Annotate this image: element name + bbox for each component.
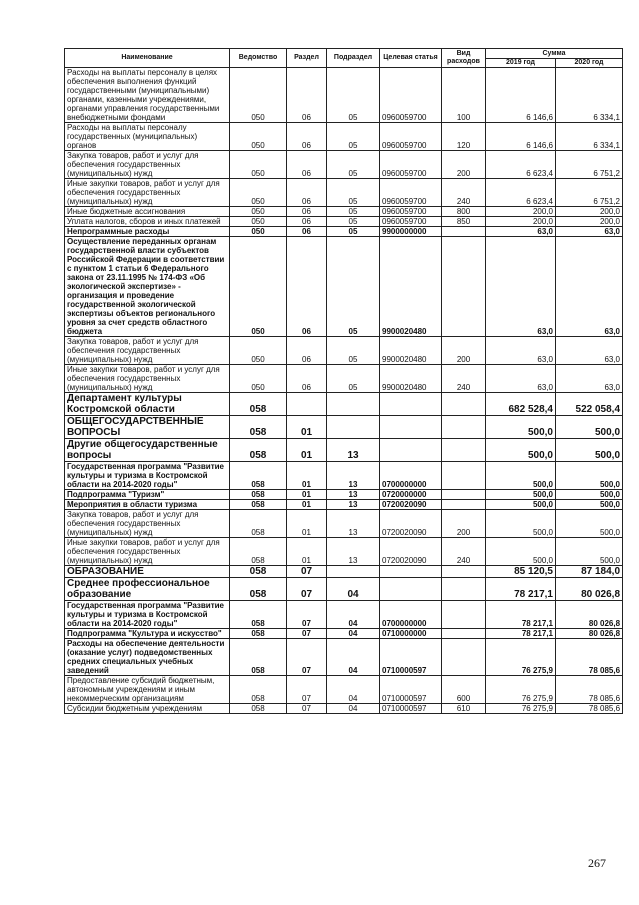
cell-department: 058 — [230, 462, 287, 490]
cell-name: Закупка товаров, работ и услуг для обеспечения государственных (муниципальных) нужд — [65, 151, 230, 179]
cell-sum-2020: 6 334,1 — [556, 68, 623, 123]
cell-sum-2019: 6 146,6 — [486, 68, 556, 123]
cell-sum-2020: 78 085,6 — [556, 676, 623, 704]
cell-section: 06 — [287, 123, 327, 151]
cell-expense-type — [442, 393, 486, 416]
cell-sum-2019: 6 146,6 — [486, 123, 556, 151]
cell-sum-2019: 85 120,5 — [486, 566, 556, 578]
table-row — [65, 566, 623, 578]
cell-sum-2019: 78 217,1 — [486, 578, 556, 601]
header-name: Наименование — [65, 49, 230, 68]
cell-expense-type — [442, 500, 486, 510]
cell-target-article — [380, 566, 442, 578]
cell-department: 058 — [230, 393, 287, 416]
cell-section: 01 — [287, 462, 327, 490]
cell-sum-2019: 500,0 — [486, 510, 556, 538]
table-row — [65, 237, 623, 337]
cell-subsection: 13 — [327, 510, 380, 538]
cell-name: ОБЩЕГОСУДАРСТВЕННЫЕ ВОПРОСЫ — [65, 416, 230, 439]
cell-sum-2020: 63,0 — [556, 337, 623, 365]
table-row — [65, 416, 623, 439]
cell-department: 050 — [230, 151, 287, 179]
cell-target-article: 0960059700 — [380, 217, 442, 227]
cell-section: 01 — [287, 538, 327, 566]
cell-expense-type: 800 — [442, 207, 486, 217]
cell-subsection: 04 — [327, 601, 380, 629]
cell-target-article — [380, 439, 442, 462]
cell-expense-type — [442, 490, 486, 500]
cell-department: 050 — [230, 227, 287, 237]
cell-section: 06 — [287, 227, 327, 237]
cell-department: 050 — [230, 68, 287, 123]
cell-subsection — [327, 566, 380, 578]
cell-section: 01 — [287, 439, 327, 462]
cell-name: Субсидии бюджетным учреждениям — [65, 704, 230, 714]
cell-section: 06 — [287, 365, 327, 393]
cell-sum-2019: 6 623,4 — [486, 151, 556, 179]
cell-sum-2020: 80 026,8 — [556, 578, 623, 601]
cell-subsection: 05 — [327, 217, 380, 227]
cell-section: 01 — [287, 416, 327, 439]
cell-sum-2020: 63,0 — [556, 227, 623, 237]
budget-table — [64, 48, 623, 714]
cell-expense-type: 240 — [442, 179, 486, 207]
cell-name: Среднее профессиональное образование — [65, 578, 230, 601]
table-row — [65, 510, 623, 538]
cell-sum-2020: 500,0 — [556, 439, 623, 462]
cell-target-article: 0700000000 — [380, 601, 442, 629]
cell-name: Закупка товаров, работ и услуг для обеспечения государственных (муниципальных) нужд — [65, 337, 230, 365]
header-sum: Сумма — [486, 49, 623, 59]
cell-subsection: 13 — [327, 538, 380, 566]
cell-sum-2020: 522 058,4 — [556, 393, 623, 416]
table-row — [65, 462, 623, 490]
cell-section: 07 — [287, 639, 327, 676]
cell-expense-type: 200 — [442, 337, 486, 365]
cell-name: Закупка товаров, работ и услуг для обеспечения государственных (муниципальных) нужд — [65, 510, 230, 538]
cell-target-article: 0710000597 — [380, 639, 442, 676]
cell-name: Иные закупки товаров, работ и услуг для обеспечения государственных (муниципальных) нужд — [65, 365, 230, 393]
header-podrazdel: Подраздел — [327, 49, 380, 68]
cell-subsection: 13 — [327, 490, 380, 500]
table-row — [65, 704, 623, 714]
cell-target-article: 0710000000 — [380, 629, 442, 639]
cell-expense-type — [442, 601, 486, 629]
cell-sum-2019: 6 623,4 — [486, 179, 556, 207]
table-row — [65, 207, 623, 217]
cell-section: 06 — [287, 207, 327, 217]
table-row — [65, 365, 623, 393]
cell-department: 050 — [230, 337, 287, 365]
cell-expense-type: 120 — [442, 123, 486, 151]
cell-name: Другие общегосударственные вопросы — [65, 439, 230, 462]
cell-sum-2019: 682 528,4 — [486, 393, 556, 416]
cell-section: 06 — [287, 179, 327, 207]
cell-expense-type: 240 — [442, 365, 486, 393]
cell-subsection: 13 — [327, 462, 380, 490]
cell-subsection: 05 — [327, 123, 380, 151]
cell-sum-2019: 500,0 — [486, 462, 556, 490]
cell-subsection: 04 — [327, 629, 380, 639]
cell-department: 050 — [230, 179, 287, 207]
cell-sum-2019: 76 275,9 — [486, 704, 556, 714]
cell-expense-type — [442, 227, 486, 237]
cell-subsection: 05 — [327, 179, 380, 207]
cell-target-article: 0720020090 — [380, 500, 442, 510]
cell-sum-2020: 500,0 — [556, 538, 623, 566]
cell-name: Департамент культуры Костромской области — [65, 393, 230, 416]
cell-department: 058 — [230, 416, 287, 439]
cell-expense-type: 600 — [442, 676, 486, 704]
cell-sum-2020: 500,0 — [556, 490, 623, 500]
cell-sum-2019: 76 275,9 — [486, 676, 556, 704]
cell-target-article: 9900020480 — [380, 337, 442, 365]
table-row — [65, 601, 623, 629]
cell-subsection: 05 — [327, 68, 380, 123]
cell-target-article: 0720020090 — [380, 510, 442, 538]
cell-name: Государственная программа "Развитие культуры и туризма в Костромской области на 2014-2020 годы" — [65, 601, 230, 629]
table-row — [65, 490, 623, 500]
cell-sum-2019: 63,0 — [486, 365, 556, 393]
cell-expense-type: 240 — [442, 538, 486, 566]
cell-section: 06 — [287, 237, 327, 337]
table-row — [65, 439, 623, 462]
cell-subsection: 05 — [327, 237, 380, 337]
cell-sum-2019: 78 217,1 — [486, 601, 556, 629]
cell-sum-2020: 6 334,1 — [556, 123, 623, 151]
cell-subsection: 05 — [327, 151, 380, 179]
table-row — [65, 179, 623, 207]
cell-subsection: 04 — [327, 578, 380, 601]
cell-expense-type: 200 — [442, 510, 486, 538]
cell-department: 058 — [230, 601, 287, 629]
cell-name: Иные закупки товаров, работ и услуг для обеспечения государственных (муниципальных) нужд — [65, 179, 230, 207]
cell-sum-2020: 63,0 — [556, 237, 623, 337]
cell-name: Осуществление переданных органам государственной власти субъектов Российской Федерации в соответствии с пунктом 1 статьи 6 Федерального закона от 23.11.1995 № 174-ФЗ «Об экологической экспертизе» - организация и проведение государственной экологической экспертизы объектов регионального уровня за счет средств областного бюджета — [65, 237, 230, 337]
cell-section — [287, 393, 327, 416]
cell-subsection: 13 — [327, 500, 380, 510]
cell-name: ОБРАЗОВАНИЕ — [65, 566, 230, 578]
cell-name: Расходы на обеспечение деятельности (оказание услуг) подведомственных средних специальных учебных заведений — [65, 639, 230, 676]
cell-name: Непрограммные расходы — [65, 227, 230, 237]
cell-section: 01 — [287, 490, 327, 500]
cell-expense-type: 850 — [442, 217, 486, 227]
table-row — [65, 629, 623, 639]
cell-department: 058 — [230, 566, 287, 578]
cell-department: 050 — [230, 123, 287, 151]
cell-section: 07 — [287, 676, 327, 704]
cell-subsection: 05 — [327, 365, 380, 393]
cell-department: 058 — [230, 500, 287, 510]
cell-target-article: 0960059700 — [380, 151, 442, 179]
cell-target-article: 9900000000 — [380, 227, 442, 237]
cell-sum-2020: 6 751,2 — [556, 179, 623, 207]
cell-section: 06 — [287, 217, 327, 227]
cell-sum-2019: 78 217,1 — [486, 629, 556, 639]
cell-department: 058 — [230, 490, 287, 500]
cell-section: 01 — [287, 510, 327, 538]
cell-section: 07 — [287, 578, 327, 601]
cell-subsection: 05 — [327, 207, 380, 217]
cell-section: 06 — [287, 337, 327, 365]
cell-name: Иные бюджетные ассигнования — [65, 207, 230, 217]
cell-department: 058 — [230, 538, 287, 566]
cell-department: 058 — [230, 578, 287, 601]
cell-name: Расходы на выплаты персоналу государственных (муниципальных) органов — [65, 123, 230, 151]
cell-expense-type — [442, 578, 486, 601]
cell-section: 07 — [287, 601, 327, 629]
cell-department: 058 — [230, 676, 287, 704]
cell-target-article: 0700000000 — [380, 462, 442, 490]
cell-department: 058 — [230, 439, 287, 462]
cell-department: 058 — [230, 704, 287, 714]
cell-target-article: 0710000597 — [380, 676, 442, 704]
cell-department: 058 — [230, 629, 287, 639]
cell-subsection: 05 — [327, 227, 380, 237]
table-row — [65, 538, 623, 566]
table-row — [65, 123, 623, 151]
cell-sum-2020: 78 085,6 — [556, 639, 623, 676]
header-year-2019: 2019 год — [486, 59, 556, 68]
page-number: 267 — [588, 856, 606, 870]
cell-target-article: 9900020480 — [380, 365, 442, 393]
cell-name: Иные закупки товаров, работ и услуг для обеспечения государственных (муниципальных) нужд — [65, 538, 230, 566]
cell-target-article: 0720000000 — [380, 490, 442, 500]
cell-sum-2019: 76 275,9 — [486, 639, 556, 676]
cell-department: 050 — [230, 365, 287, 393]
header-year-2020: 2020 год — [556, 59, 623, 68]
cell-sum-2019: 500,0 — [486, 439, 556, 462]
cell-expense-type — [442, 416, 486, 439]
table-header — [65, 49, 623, 68]
cell-sum-2019: 63,0 — [486, 337, 556, 365]
table-row — [65, 500, 623, 510]
cell-sum-2020: 200,0 — [556, 217, 623, 227]
cell-sum-2019: 500,0 — [486, 416, 556, 439]
cell-sum-2019: 200,0 — [486, 207, 556, 217]
cell-target-article — [380, 416, 442, 439]
cell-sum-2020: 500,0 — [556, 416, 623, 439]
cell-section: 07 — [287, 629, 327, 639]
cell-sum-2020: 87 184,0 — [556, 566, 623, 578]
cell-department: 050 — [230, 237, 287, 337]
cell-sum-2020: 500,0 — [556, 462, 623, 490]
table-row — [65, 68, 623, 123]
cell-sum-2020: 63,0 — [556, 365, 623, 393]
table-row — [65, 337, 623, 365]
table-row — [65, 227, 623, 237]
cell-target-article: 0710000597 — [380, 704, 442, 714]
cell-sum-2020: 6 751,2 — [556, 151, 623, 179]
cell-section: 06 — [287, 151, 327, 179]
cell-name: Подпрограмма "Туризм" — [65, 490, 230, 500]
cell-name: Уплата налогов, сборов и иных платежей — [65, 217, 230, 227]
table-row — [65, 676, 623, 704]
cell-sum-2019: 200,0 — [486, 217, 556, 227]
cell-sum-2020: 78 085,6 — [556, 704, 623, 714]
cell-sum-2019: 63,0 — [486, 227, 556, 237]
cell-sum-2020: 80 026,8 — [556, 629, 623, 639]
cell-subsection: 04 — [327, 639, 380, 676]
cell-expense-type — [442, 439, 486, 462]
cell-name: Предоставление субсидий бюджетным, автономным учреждениям и иным некоммерческим организациям — [65, 676, 230, 704]
cell-expense-type: 610 — [442, 704, 486, 714]
cell-section: 07 — [287, 566, 327, 578]
cell-sum-2020: 200,0 — [556, 207, 623, 217]
cell-name: Подпрограмма "Культура и искусство" — [65, 629, 230, 639]
cell-sum-2020: 80 026,8 — [556, 601, 623, 629]
cell-sum-2020: 500,0 — [556, 500, 623, 510]
cell-sum-2019: 500,0 — [486, 538, 556, 566]
cell-department: 058 — [230, 639, 287, 676]
cell-expense-type — [442, 566, 486, 578]
cell-sum-2019: 500,0 — [486, 490, 556, 500]
cell-department: 050 — [230, 207, 287, 217]
cell-expense-type — [442, 462, 486, 490]
cell-subsection: 04 — [327, 704, 380, 714]
cell-target-article: 0960059700 — [380, 179, 442, 207]
header-razdel: Раздел — [287, 49, 327, 68]
cell-target-article — [380, 393, 442, 416]
cell-subsection: 05 — [327, 337, 380, 365]
cell-expense-type — [442, 237, 486, 337]
cell-department: 058 — [230, 510, 287, 538]
cell-subsection — [327, 393, 380, 416]
table-row — [65, 639, 623, 676]
cell-target-article: 9900020480 — [380, 237, 442, 337]
cell-target-article: 0720020090 — [380, 538, 442, 566]
cell-section: 07 — [287, 704, 327, 714]
table-row — [65, 578, 623, 601]
cell-expense-type: 100 — [442, 68, 486, 123]
table-body — [65, 68, 623, 714]
cell-subsection: 04 — [327, 676, 380, 704]
cell-target-article: 0960059700 — [380, 123, 442, 151]
cell-expense-type — [442, 639, 486, 676]
cell-section: 06 — [287, 68, 327, 123]
cell-target-article: 0960059700 — [380, 207, 442, 217]
cell-target-article: 0960059700 — [380, 68, 442, 123]
table-row — [65, 217, 623, 227]
table-row — [65, 393, 623, 416]
cell-target-article — [380, 578, 442, 601]
cell-name: Расходы на выплаты персоналу в целях обеспечения выполнения функций государственными (муниципальными) органами, казенными учреждениями, органами управления государственными внебюджетными фондами — [65, 68, 230, 123]
cell-sum-2020: 500,0 — [556, 510, 623, 538]
cell-name: Государственная программа "Развитие культуры и туризма в Костромской области на 2014-2020 годы" — [65, 462, 230, 490]
table-row — [65, 151, 623, 179]
cell-department: 050 — [230, 217, 287, 227]
cell-name: Мероприятия в области туризма — [65, 500, 230, 510]
header-expense-type: Вид расходов — [442, 49, 486, 68]
cell-subsection — [327, 416, 380, 439]
cell-sum-2019: 63,0 — [486, 237, 556, 337]
cell-subsection: 13 — [327, 439, 380, 462]
cell-expense-type: 200 — [442, 151, 486, 179]
header-ved: Ведомство — [230, 49, 287, 68]
cell-expense-type — [442, 629, 486, 639]
cell-sum-2019: 500,0 — [486, 500, 556, 510]
cell-section: 01 — [287, 500, 327, 510]
header-target-article: Целевая статья — [380, 49, 442, 68]
